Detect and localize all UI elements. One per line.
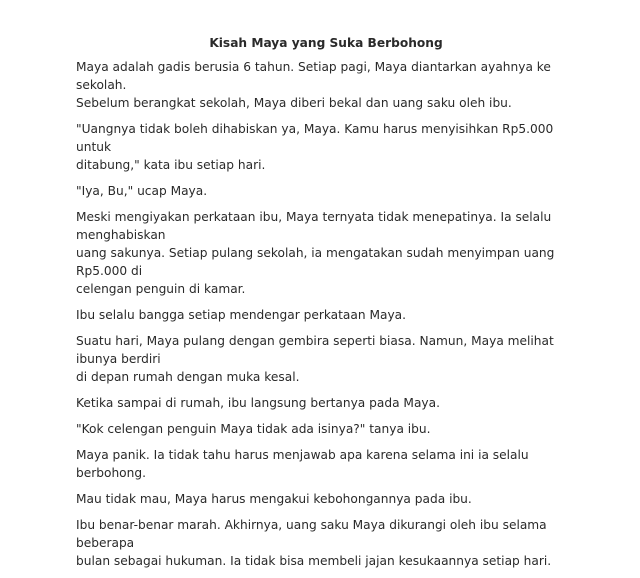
- paragraph-8: "Kok celengan penguin Maya tidak ada isinya?" tanya ibu.: [76, 422, 431, 436]
- paragraph-6: Suatu hari, Maya pulang dengan gembira seperti biasa. Namun, Maya melihat ibunya berdiri di depan rumah dengan muka kesal.: [76, 334, 554, 384]
- paragraph-3: "Iya, Bu," ucap Maya.: [76, 184, 208, 198]
- paragraph-1: Maya adalah gadis berusia 6 tahun. Setiap pagi, Maya diantarkan ayahnya ke sekolah. Sebelum berangkat sekolah, Maya diberi bekal dan uang saku oleh ibu.: [76, 60, 551, 110]
- paragraph-2: "Uangnya tidak boleh dihabiskan ya, Maya. Kamu harus menyisihkan Rp5.000 untuk ditabung," kata ibu setiap hari.: [76, 122, 554, 172]
- paragraph-10: Mau tidak mau, Maya harus mengakui kebohongannya pada ibu.: [76, 492, 472, 506]
- story-title: Kisah Maya yang Suka Berbohong: [209, 36, 443, 50]
- paragraph-4: Meski mengiyakan perkataan ibu, Maya ternyata tidak menepatinya. Ia selalu menghabiskan uang sakunya. Setiap pulang sekolah, ia mengatakan sudah menyimpan uang Rp5.000 di celengan penguin di kamar.: [76, 210, 555, 296]
- paragraph-9: Maya panik. Ia tidak tahu harus menjawab apa karena selama ini ia selalu berbohong.: [76, 448, 529, 480]
- story-body: [76, 34, 576, 578]
- paragraph-11: Ibu benar-benar marah. Akhirnya, uang saku Maya dikurangi oleh ibu selama beberapa bulan sebagai hukuman. Ia tidak bisa membeli jajan kesukaannya setiap hari.: [76, 518, 552, 568]
- paragraph-7: Ketika sampai di rumah, ibu langsung bertanya pada Maya.: [76, 396, 440, 410]
- paragraph-5: Ibu selalu bangga setiap mendengar perkataan Maya.: [76, 308, 407, 322]
